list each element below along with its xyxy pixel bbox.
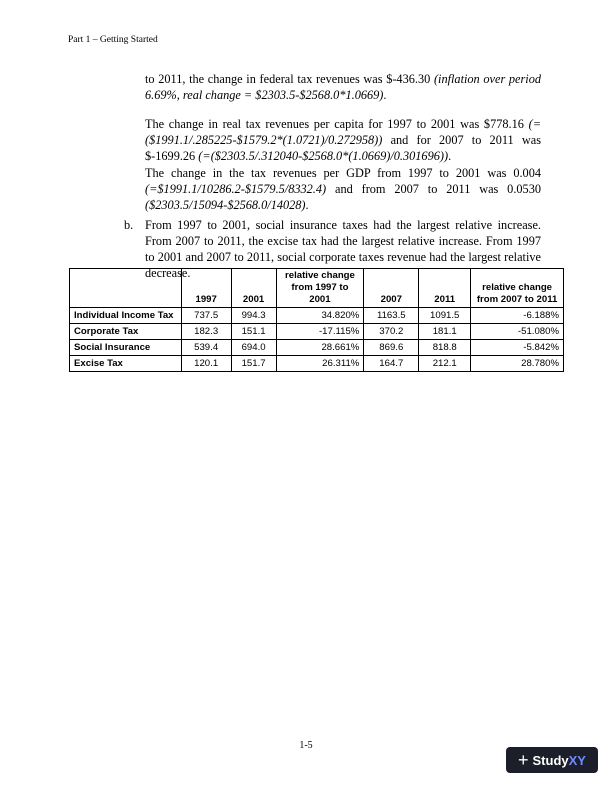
running-header: Part 1 – Getting Started bbox=[68, 35, 158, 45]
table-cell: 28.661% bbox=[276, 340, 364, 356]
paragraph-text-2: and from 2007 to 2011 was 0.0530 bbox=[326, 182, 541, 196]
list-item-label: b. bbox=[124, 218, 134, 232]
paragraph-text-1: The change in real tax revenues per capita for 1997 to 2001 was $778.16 bbox=[145, 117, 529, 131]
paragraph-italic-1: (=$1991.1/10286.2-$1579.5/8332.4) bbox=[145, 182, 327, 196]
table-cell: 869.6 bbox=[364, 340, 419, 356]
row-label: Excise Tax bbox=[70, 356, 182, 372]
paragraph-per-gdp-change bbox=[145, 165, 541, 213]
row-label: Individual Income Tax bbox=[70, 308, 182, 324]
paragraph-italic-2: ($2303.5/15094-$2568.0/14028) bbox=[145, 198, 306, 212]
plus-icon: + bbox=[518, 750, 529, 770]
table-cell: 539.4 bbox=[181, 340, 231, 356]
paragraph-text: to 2011, the change in federal tax revenues was $-436.30 bbox=[145, 72, 434, 86]
row-label: Corporate Tax bbox=[70, 324, 182, 340]
table-header-row bbox=[70, 269, 564, 308]
table-cell: 737.5 bbox=[181, 308, 231, 324]
header-cell-2001: 2001 bbox=[231, 269, 276, 308]
table-cell: 694.0 bbox=[231, 340, 276, 356]
studyxy-logo[interactable] bbox=[506, 747, 598, 773]
paragraph-italic: (inflation over period 6.69%, real change = $2303.5-$2568.0*1.0669) bbox=[145, 72, 542, 102]
paragraph-end: . bbox=[305, 198, 309, 212]
tax-revenue-table bbox=[69, 268, 564, 372]
paragraph-tax-revenue-change bbox=[145, 71, 541, 103]
paragraph-text-1: The change in the tax revenues per GDP from 1997 to 2001 was 0.004 bbox=[145, 166, 541, 180]
table-row bbox=[70, 340, 564, 356]
table-cell: -5.842% bbox=[471, 340, 564, 356]
table-cell: 212.1 bbox=[419, 356, 471, 372]
table-row bbox=[70, 356, 564, 372]
header-cell-blank bbox=[70, 269, 182, 308]
header-cell-1997: 1997 bbox=[181, 269, 231, 308]
table-cell: 120.1 bbox=[181, 356, 231, 372]
header-cell-relative-change-2007-2011: relative change from 2007 to 2011 bbox=[471, 269, 564, 308]
table-cell: 34.820% bbox=[276, 308, 364, 324]
paragraph-text-2: and for 2007 to 2011 was $-1699.26 bbox=[145, 133, 541, 163]
table-cell: 181.1 bbox=[419, 324, 471, 340]
table-cell: 28.780% bbox=[471, 356, 564, 372]
table-cell: 1163.5 bbox=[364, 308, 419, 324]
table-cell: 182.3 bbox=[181, 324, 231, 340]
table-cell: 151.1 bbox=[231, 324, 276, 340]
table-cell: 818.8 bbox=[419, 340, 471, 356]
table-cell: -6.188% bbox=[471, 308, 564, 324]
table-row bbox=[70, 308, 564, 324]
table-cell: 164.7 bbox=[364, 356, 419, 372]
table-cell: 994.3 bbox=[231, 308, 276, 324]
table-cell: 151.7 bbox=[231, 356, 276, 372]
table-row bbox=[70, 324, 564, 340]
list-item-text: From 1997 to 2001, social insurance taxes had the largest relative increase. From 2007 to 2011, the excise tax had the largest relative increase. From 1997 to 2001 and 2007 to 2011, social corporate taxes revenue had the largest relative decrease. bbox=[145, 218, 541, 280]
table-cell: 1091.5 bbox=[419, 308, 471, 324]
paragraph-italic-2: (=($2303.5/.312040-$2568.0*(1.0669)/0.301696)) bbox=[198, 149, 449, 163]
paragraph-per-capita-change bbox=[145, 116, 541, 164]
table-cell: 370.2 bbox=[364, 324, 419, 340]
page-number: 1-5 bbox=[299, 740, 313, 751]
header-cell-2011: 2011 bbox=[419, 269, 471, 308]
logo-text bbox=[533, 753, 586, 768]
logo-prefix: Study bbox=[532, 752, 569, 768]
table-cell: 26.311% bbox=[276, 356, 364, 372]
header-cell-2007: 2007 bbox=[364, 269, 419, 308]
paragraph-end: . bbox=[383, 88, 387, 102]
paragraph-italic-1: (=($1991.1/.285225-$1579.2*(1.0721)/0.272958)) bbox=[145, 117, 541, 147]
row-label: Social Insurance bbox=[70, 340, 182, 356]
table-cell: -51.080% bbox=[471, 324, 564, 340]
header-cell-relative-change-1997-2001: relative change from 1997 to 2001 bbox=[276, 269, 364, 308]
paragraph-end: . bbox=[448, 149, 452, 163]
logo-suffix: XY bbox=[568, 752, 586, 768]
table-cell: -17.115% bbox=[276, 324, 364, 340]
